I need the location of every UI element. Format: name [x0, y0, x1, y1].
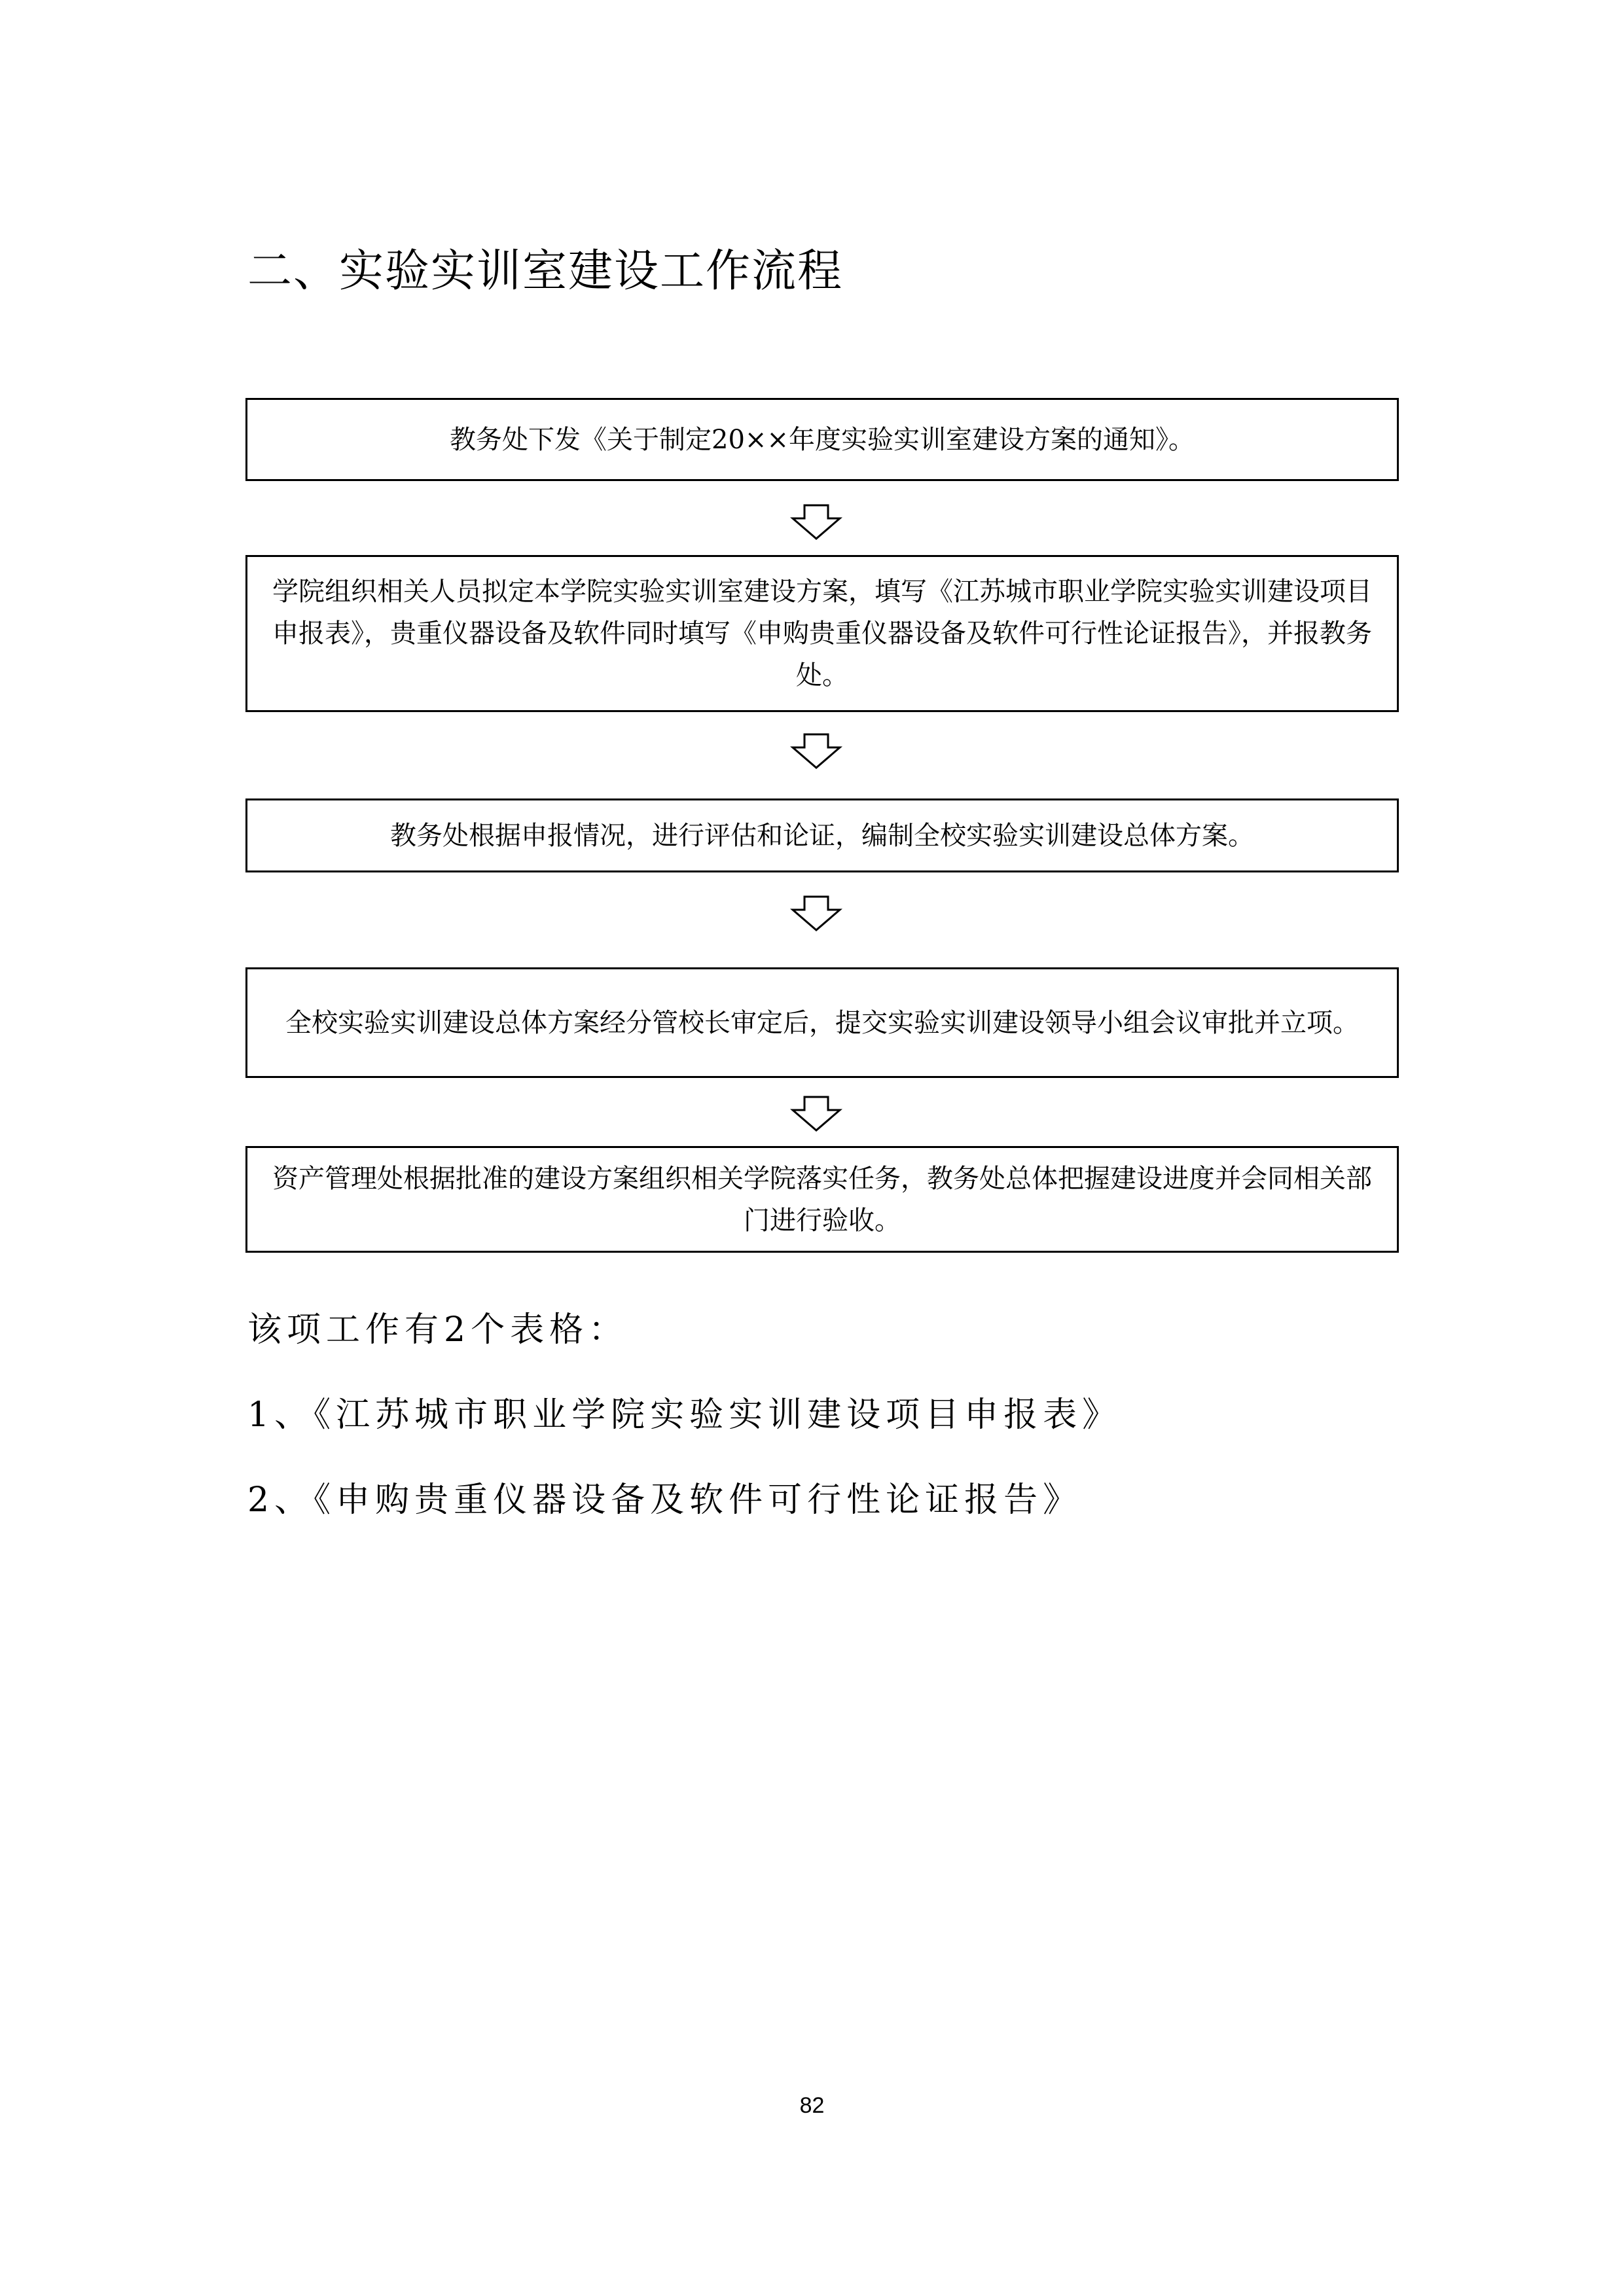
flow-step-4 — [245, 967, 1399, 1078]
hollow-down-arrow-icon — [790, 895, 842, 932]
form-list-item: 1、《江苏城市职业学院实验实训建设项目申报表》 — [247, 1395, 1122, 1435]
flow-step-5 — [245, 1146, 1399, 1253]
flow-step-1 — [245, 398, 1399, 481]
hollow-down-arrow-icon — [790, 1096, 842, 1132]
hollow-down-arrow-icon — [790, 504, 842, 541]
flow-step-text: 学院组织相关人员拟定本学院实验实训室建设方案，填写《江苏城市职业学院实验实训建设项目申报表》，贵重仪器设备及软件同时填写《申购贵重仪器设备及软件可行性论证报告》，并报教务处。 — [272, 577, 1372, 691]
flow-step-text: 资产管理处根据批准的建设方案组织相关学院落实任务，教务处总体把握建设进度并会同相关部门进行验收。 — [272, 1163, 1372, 1236]
page-number: 82 — [799, 2093, 825, 2118]
form-list-item: 2、《申购贵重仪器设备及软件可行性论证报告》 — [247, 1480, 1083, 1520]
page-title: 二、实验实训室建设工作流程 — [247, 245, 844, 297]
hollow-down-arrow-icon — [790, 733, 842, 770]
flow-step-text: 教务处下发《关于制定20××年度实验实训室建设方案的通知》。 — [450, 424, 1195, 455]
flow-step-text: 教务处根据申报情况，进行评估和论证，编制全校实验实训建设总体方案。 — [390, 820, 1254, 851]
flow-step-text: 全校实验实训建设总体方案经分管校长审定后，提交实验实训建设领导小组会议审批并立项。 — [285, 1007, 1359, 1038]
flow-step-3 — [245, 798, 1399, 872]
flow-step-2 — [245, 555, 1399, 712]
forms-intro: 该项工作有2个表格： — [247, 1310, 628, 1350]
